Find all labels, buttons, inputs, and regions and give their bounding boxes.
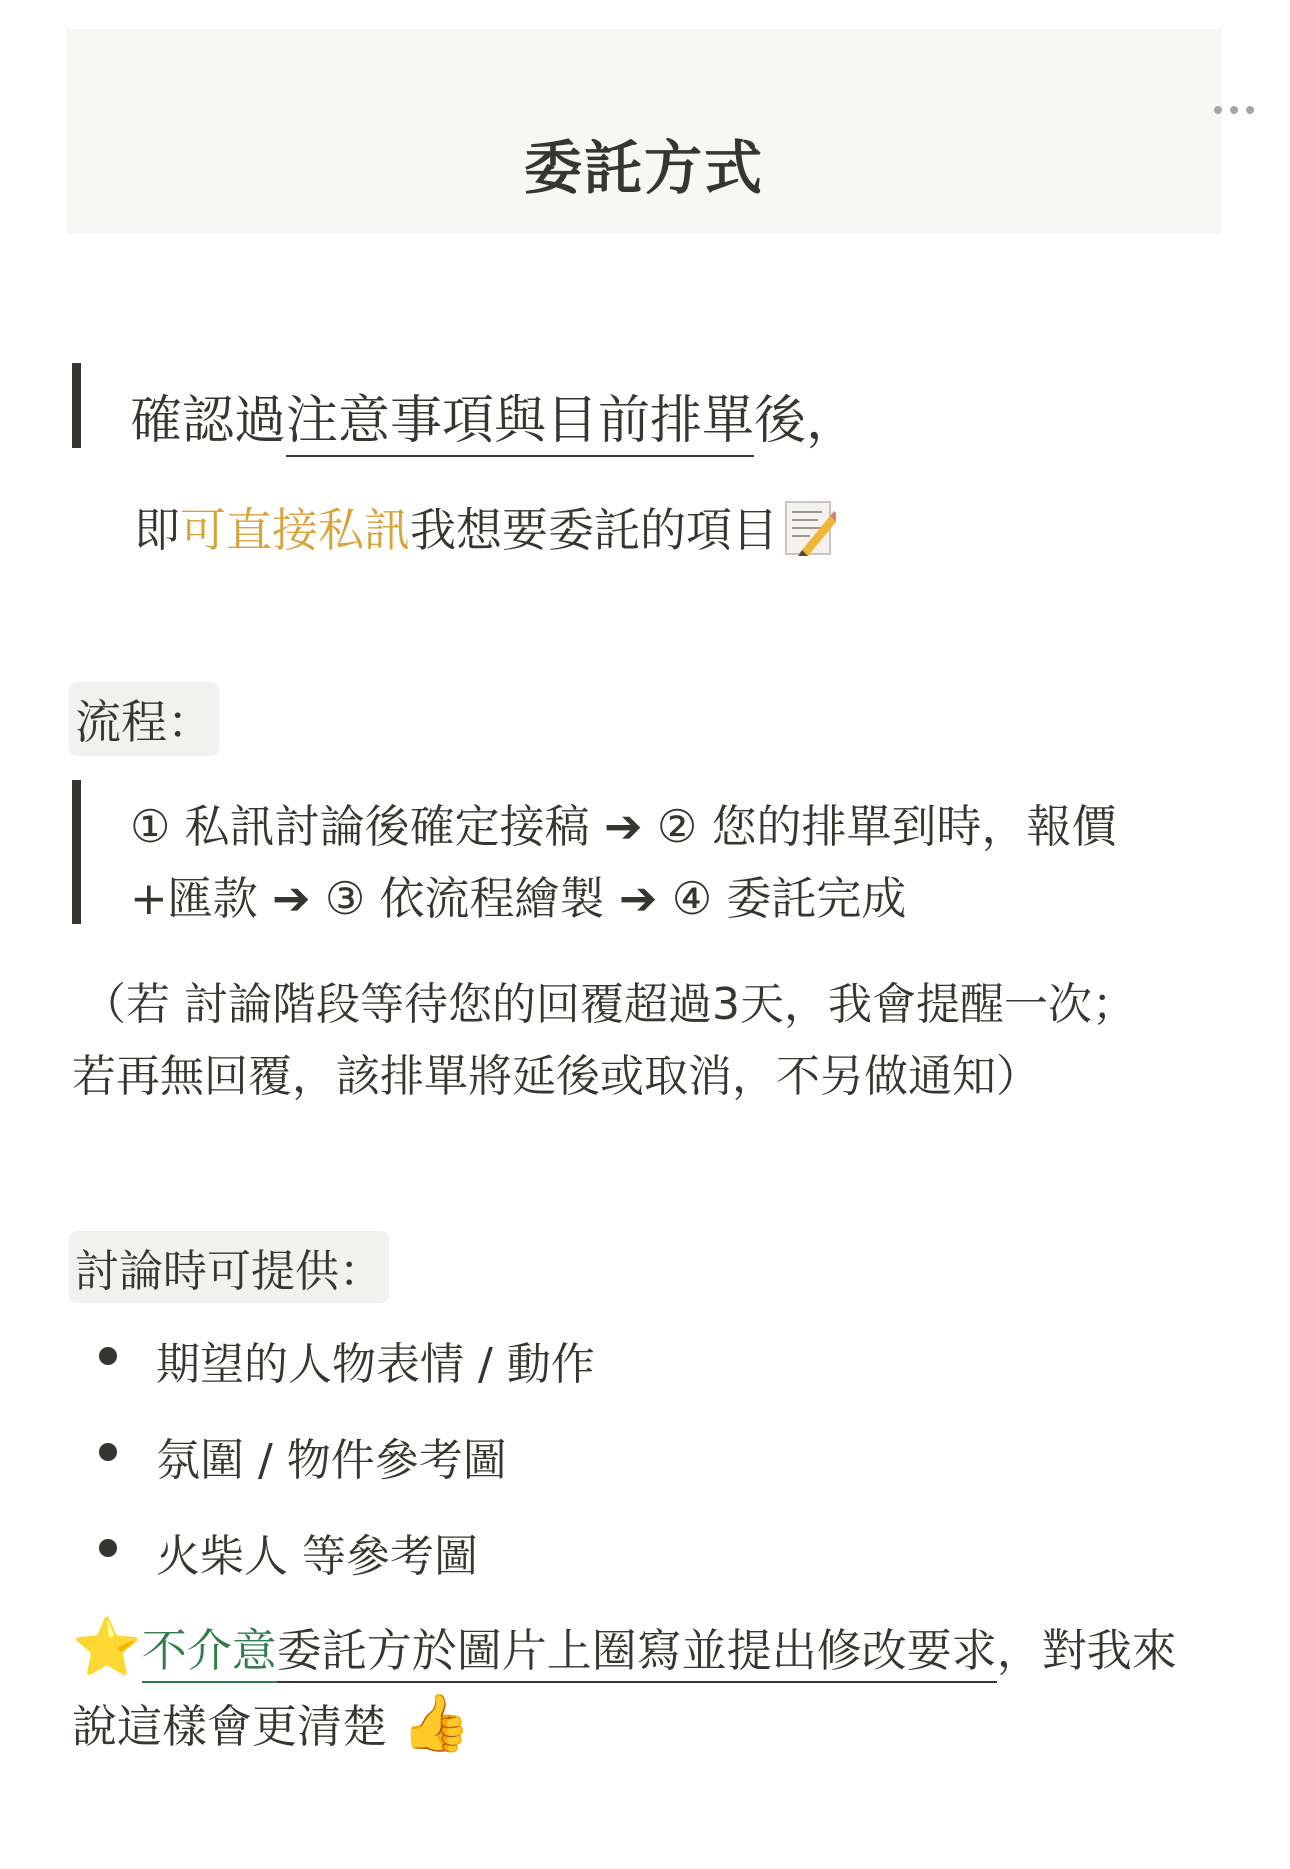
memo-icon — [784, 500, 836, 556]
footer-note-line-1 — [72, 1614, 1177, 1680]
process-label — [69, 682, 219, 756]
intro-text: 即 — [134, 503, 180, 557]
more-dots-icon[interactable] — [1214, 103, 1258, 117]
footer-text: ，對我來 — [996, 1624, 1177, 1677]
dm-highlight: 可直接私訊 — [180, 503, 410, 557]
intro-text: 後， — [754, 391, 859, 451]
footer-note-line-2 — [72, 1690, 471, 1756]
list-item: 期望的人物表情 / 動作 — [156, 1339, 595, 1390]
step-3-text: ③ 依流程繪製 — [324, 872, 605, 925]
step-2-text: ② 您的排單到時，報價 — [656, 800, 1117, 853]
page-header — [66, 29, 1222, 234]
intro-quote-bar — [72, 363, 81, 448]
arrow-icon: ➔ — [272, 871, 311, 925]
list-bullet — [99, 1443, 117, 1461]
intro-line-2 — [134, 494, 836, 560]
process-quote-bar — [72, 780, 81, 924]
arrow-icon: ➔ — [618, 871, 658, 925]
process-note-line-2: 若再無回覆，該排單將延後或取消，不另做通知） — [72, 1051, 1040, 1102]
list-item: 氛圍 / 物件參考圖 — [156, 1435, 507, 1486]
star-icon: ⭐ — [72, 1615, 142, 1680]
footer-text: 說這樣會更清楚 — [72, 1700, 388, 1753]
process-line-2 — [130, 862, 906, 927]
arrow-icon: ➔ — [603, 799, 643, 853]
thumbs-up-icon: 👍 — [401, 1691, 472, 1756]
list-item: 火柴人 等參考圖 — [156, 1531, 478, 1582]
step-1-text: ① 私訊討論後確定接稿 — [130, 800, 590, 853]
no-mind-highlight: 不介意 — [142, 1624, 277, 1683]
intro-underlined-text: 注意事項與目前排單 — [286, 391, 754, 457]
page-title: 委託方式 — [523, 134, 764, 202]
discussion-label — [69, 1231, 389, 1303]
intro-text: 確認過 — [130, 391, 287, 451]
list-bullet — [99, 1347, 117, 1365]
intro-line-1 — [130, 378, 858, 453]
list-bullet — [99, 1539, 117, 1557]
footer-underlined-text: 委託方於圖片上圈寫並提出修改要求 — [277, 1624, 997, 1683]
process-label-text: 流程： — [75, 695, 213, 749]
process-line-1 — [130, 790, 1116, 855]
step-4-text: ④ 委託完成 — [671, 872, 907, 925]
intro-text: 我想要委託的項目 — [410, 503, 778, 557]
discussion-label-text: 討論時可提供： — [75, 1246, 383, 1297]
step-2-cont-text: +匯款 — [130, 872, 258, 925]
process-note-line-1: （若 討論階段等待您的回覆超過3天，我會提醒一次； — [82, 979, 1136, 1030]
